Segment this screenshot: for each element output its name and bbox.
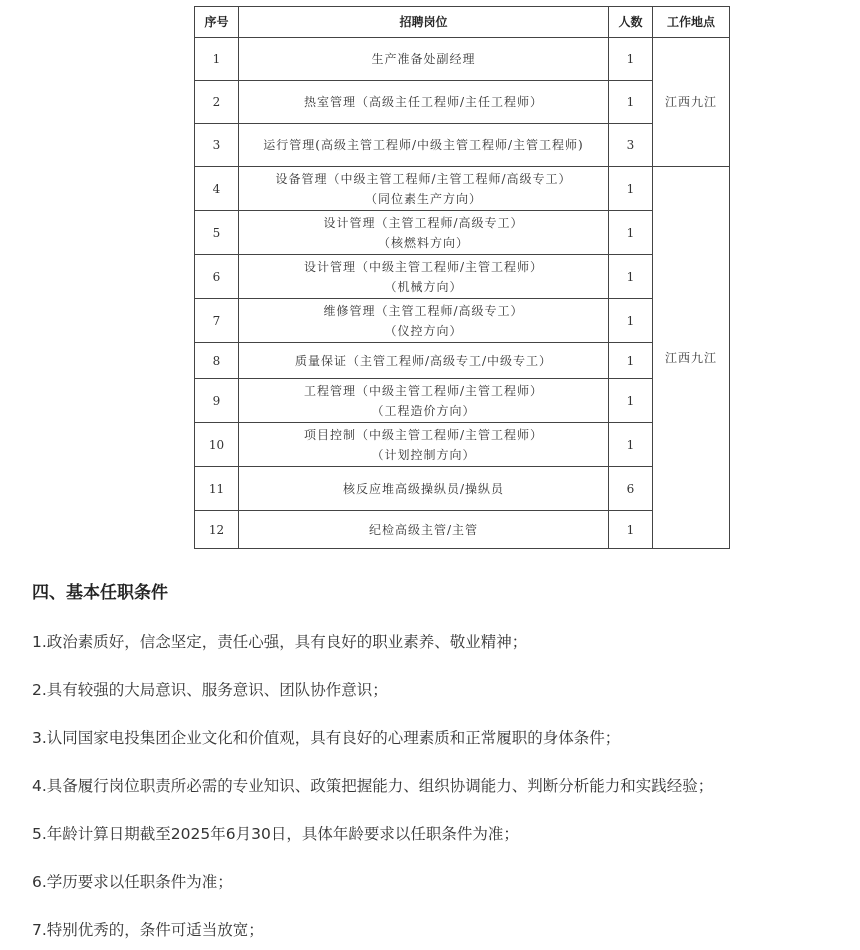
- row-count: 6: [609, 467, 653, 511]
- table-header-row: [195, 7, 730, 38]
- table-row: [195, 124, 730, 167]
- condition-item: 6.学历要求以任职条件为准；: [32, 873, 233, 891]
- table-row: [195, 467, 730, 511]
- header-position: 招聘岗位: [239, 7, 609, 38]
- table-row: [195, 81, 730, 124]
- row-count: 1: [609, 511, 653, 549]
- row-count: 1: [609, 38, 653, 81]
- row-position: 工程管理（中级主管工程师/主管工程师） （工程造价方向）: [239, 379, 609, 423]
- table-row: [195, 299, 730, 343]
- table-row: [195, 255, 730, 299]
- table-row: [195, 423, 730, 467]
- row-count: 1: [609, 167, 653, 211]
- table-row: [195, 379, 730, 423]
- row-seq: 3: [195, 124, 239, 167]
- row-seq: 9: [195, 379, 239, 423]
- condition-item: 2.具有较强的大局意识、服务意识、团队协作意识；: [32, 681, 388, 699]
- recruitment-table: [194, 6, 730, 549]
- header-count: 人数: [609, 7, 653, 38]
- location-cell: 江西九江: [653, 167, 730, 549]
- row-seq: 1: [195, 38, 239, 81]
- row-position: 生产准备处副经理: [239, 38, 609, 81]
- row-seq: 11: [195, 467, 239, 511]
- row-position: 项目控制（中级主管工程师/主管工程师） （计划控制方向）: [239, 423, 609, 467]
- condition-item: 7.特别优秀的，条件可适当放宽；: [32, 921, 264, 939]
- row-position: 热室管理（高级主任工程师/主任工程师）: [239, 81, 609, 124]
- table-row: [195, 38, 730, 81]
- row-position: 运行管理(高级主管工程师/中级主管工程师/主管工程师): [239, 124, 609, 167]
- location-cell: 江西九江: [653, 38, 730, 167]
- header-location: 工作地点: [653, 7, 730, 38]
- table-row: [195, 167, 730, 211]
- row-seq: 10: [195, 423, 239, 467]
- condition-item: 5.年龄计算日期截至2025年6月30日，具体年龄要求以任职条件为准；: [32, 825, 519, 843]
- row-seq: 8: [195, 343, 239, 379]
- table-row: [195, 511, 730, 549]
- row-position: 设备管理（中级主管工程师/主管工程师/高级专工） （同位素生产方向）: [239, 167, 609, 211]
- row-position: 设计管理（主管工程师/高级专工） （核燃料方向）: [239, 211, 609, 255]
- row-count: 3: [609, 124, 653, 167]
- row-seq: 2: [195, 81, 239, 124]
- row-count: 1: [609, 423, 653, 467]
- row-position: 维修管理（主管工程师/高级专工） （仪控方向）: [239, 299, 609, 343]
- row-position: 设计管理（中级主管工程师/主管工程师） （机械方向）: [239, 255, 609, 299]
- row-count: 1: [609, 379, 653, 423]
- condition-item: 1.政治素质好，信念坚定，责任心强，具有良好的职业素养、敬业精神；: [32, 633, 528, 651]
- row-seq: 7: [195, 299, 239, 343]
- row-count: 1: [609, 299, 653, 343]
- row-count: 1: [609, 255, 653, 299]
- row-seq: 4: [195, 167, 239, 211]
- section-heading: 四、基本任职条件: [32, 583, 168, 603]
- row-position: 核反应堆高级操纵员/操纵员: [239, 467, 609, 511]
- condition-item: 4.具备履行岗位职责所必需的专业知识、政策把握能力、组织协调能力、判断分析能力和实践经验；: [32, 777, 714, 795]
- row-position: 纪检高级主管/主管: [239, 511, 609, 549]
- row-position: 质量保证（主管工程师/高级专工/中级专工）: [239, 343, 609, 379]
- row-seq: 12: [195, 511, 239, 549]
- condition-item: 3.认同国家电投集团企业文化和价值观，具有良好的心理素质和正常履职的身体条件；: [32, 729, 621, 747]
- table-row: [195, 343, 730, 379]
- row-count: 1: [609, 81, 653, 124]
- row-count: 1: [609, 343, 653, 379]
- row-seq: 5: [195, 211, 239, 255]
- row-count: 1: [609, 211, 653, 255]
- header-seq: 序号: [195, 7, 239, 38]
- table-row: [195, 211, 730, 255]
- row-seq: 6: [195, 255, 239, 299]
